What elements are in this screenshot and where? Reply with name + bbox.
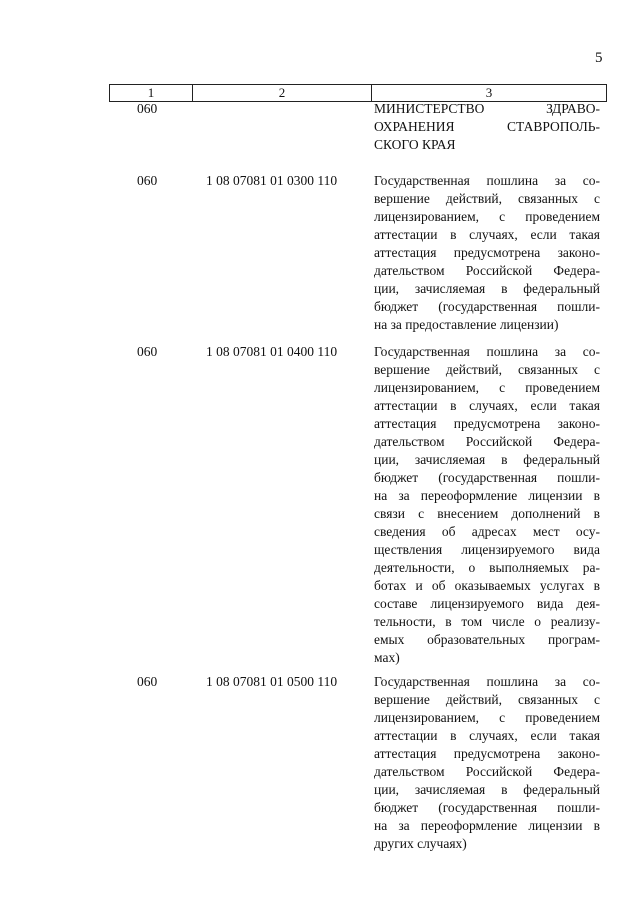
revenue-name — [374, 343, 600, 667]
admin-code: 060 — [137, 101, 158, 116]
revenue-name-line: аттестация предусмотрена законо- — [374, 416, 600, 431]
revenue-name-line: вершение действий, связанных с — [374, 692, 600, 707]
revenue-name-line: тельности, в том числе о реализу- — [374, 614, 600, 629]
revenue-name-line: аттестации в случаях, если такая — [374, 728, 600, 743]
revenue-name — [374, 100, 600, 154]
revenue-name — [374, 172, 600, 334]
revenue-name-line: дательством Российской Федера- — [374, 434, 600, 449]
revenue-name-line: на за предоставление лицензии) — [374, 317, 559, 332]
revenue-name-line: бюджет (государственная пошли- — [374, 470, 600, 485]
revenue-name-line: ции, зачисляемая в федеральный — [374, 782, 600, 797]
admin-code: 060 — [137, 674, 158, 689]
revenue-name-line: мах) — [374, 650, 400, 665]
header-col-1: 1 — [110, 85, 193, 101]
revenue-name-line: лицензированием, с проведением — [374, 380, 600, 395]
revenue-name-line: лицензированием, с проведением — [374, 710, 600, 725]
revenue-name-line: аттестации в случаях, если такая — [374, 398, 600, 413]
header-col-2: 2 — [193, 85, 372, 101]
revenue-name-line: Государственная пошлина за со- — [374, 173, 600, 188]
header-col-3: 3 — [485, 85, 493, 100]
revenue-name-line: бюджет (государственная пошли- — [374, 299, 600, 314]
revenue-name — [374, 673, 600, 853]
revenue-name-line: аттестация предусмотрена законо- — [374, 245, 600, 260]
revenue-name-line: ОХРАНЕНИЯ СТАВРОПОЛЬ- — [374, 119, 600, 134]
revenue-name-line: емых образовательных програм- — [374, 632, 600, 647]
page-number: 5 — [595, 50, 603, 66]
revenue-name-line: аттестация предусмотрена законо- — [374, 746, 600, 761]
revenue-name-line: вершение действий, связанных с — [374, 191, 600, 206]
revenue-name-line: связи с внесением дополнений в — [374, 506, 600, 521]
revenue-name-line: аттестации в случаях, если такая — [374, 227, 600, 242]
revenue-name-line: бюджет (государственная пошли- — [374, 800, 600, 815]
budget-code: 1 08 07081 01 0400 110 — [206, 344, 338, 359]
revenue-name-line: других случаях) — [374, 836, 467, 851]
budget-code: 1 08 07081 01 0300 110 — [206, 173, 338, 188]
revenue-name-line: дательством Российской Федера- — [374, 764, 600, 779]
admin-code: 060 — [137, 173, 158, 188]
revenue-name-line: ботах и об оказываемых услугах в — [374, 578, 600, 593]
admin-code: 060 — [137, 344, 158, 359]
revenue-name-line: ции, зачисляемая в федеральный — [374, 281, 600, 296]
budget-code: 1 08 07081 01 0500 110 — [206, 674, 338, 689]
revenue-name-line: Государственная пошлина за со- — [374, 344, 600, 359]
revenue-name-line: дательством Российской Федера- — [374, 263, 600, 278]
revenue-name-line: Государственная пошлина за со- — [374, 674, 600, 689]
revenue-name-line: сведения об адресах мест осу- — [374, 524, 600, 539]
revenue-name-line: деятельности, о выполняемых ра- — [374, 560, 600, 575]
revenue-name-line: составе лицензируемого вида дея- — [374, 596, 600, 611]
revenue-name-line: СКОГО КРАЯ — [374, 137, 456, 152]
revenue-name-line: на за переоформление лицензии в — [374, 818, 600, 833]
revenue-name-line: вершение действий, связанных с — [374, 362, 600, 377]
revenue-name-line: на за переоформление лицензии в — [374, 488, 600, 503]
revenue-name-line: МИНИСТЕРСТВО ЗДРАВО- — [374, 101, 600, 116]
revenue-name-line: лицензированием, с проведением — [374, 209, 600, 224]
revenue-name-line: ции, зачисляемая в федеральный — [374, 452, 600, 467]
revenue-name-line: ществления лицензируемого вида — [374, 542, 600, 557]
